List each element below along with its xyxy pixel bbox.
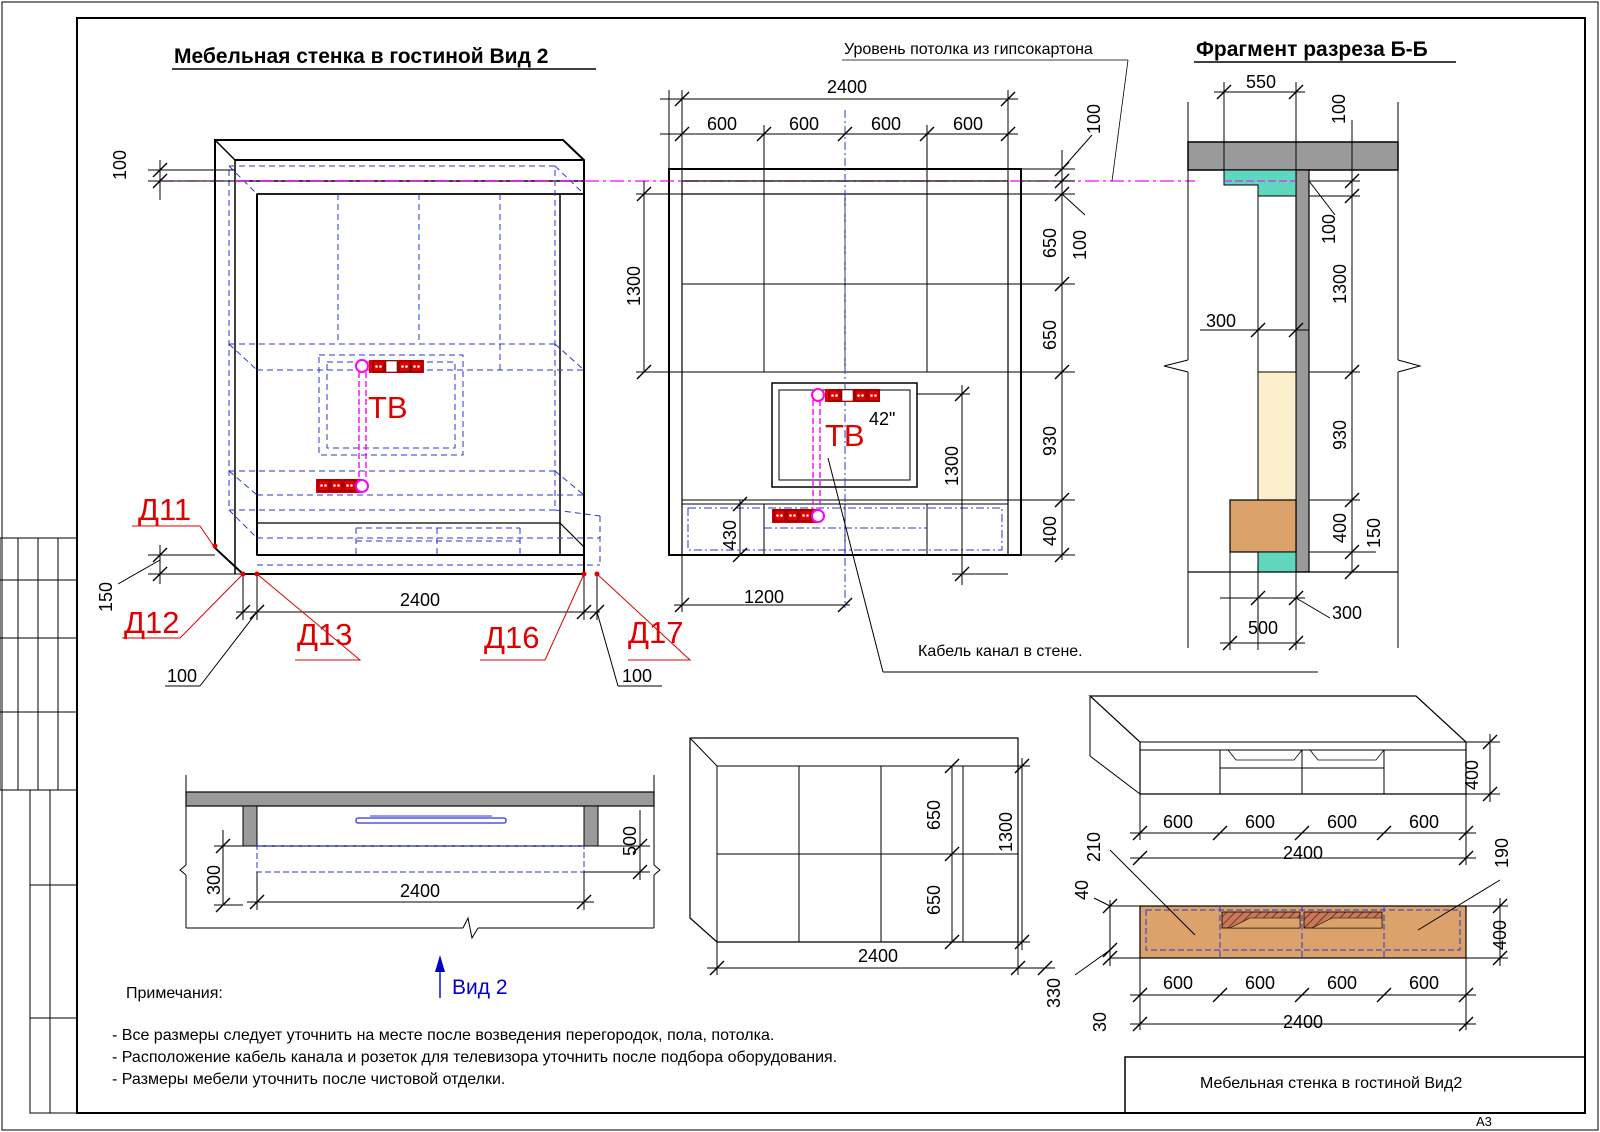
ceiling-level-label: Уровень потолка из гипсокартона — [844, 41, 1093, 58]
stamp-title: Мебельная стенка в гостиной Вид2 — [1200, 1075, 1463, 1092]
dim-lower-30: 30 — [1090, 1011, 1110, 1032]
dim-lower-m1: 600 — [1163, 812, 1194, 832]
dim-upper-1300: 1300 — [996, 811, 1016, 852]
dim-upper-650a: 650 — [924, 799, 944, 830]
dim-front-1200: 1200 — [744, 587, 785, 607]
upper-cabinet-iso — [690, 738, 1018, 942]
perspective-wall-unit — [160, 140, 1195, 574]
tv-size-label: 42" — [869, 409, 896, 429]
dim-plan-2400: 2400 — [400, 881, 441, 901]
dim-left-bottom-150: 150 — [96, 581, 116, 612]
notes-block — [112, 985, 837, 1088]
dim-plan-500: 500 — [620, 825, 640, 856]
dim-front-400: 400 — [1040, 515, 1060, 546]
notes-heading: Примечания: — [126, 985, 223, 1002]
dim-front-m2: 600 — [789, 114, 820, 134]
dim-upper-2400: 2400 — [858, 946, 899, 966]
tv-socket-block-front-lower — [772, 509, 824, 523]
title-section: Фрагмент разреза Б-Б — [1196, 38, 1428, 61]
dim-front-m3: 600 — [871, 114, 902, 134]
dim-left-top-100: 100 — [110, 149, 130, 180]
view-arrow-label: Вид 2 — [452, 976, 508, 999]
lower-cabinet-plan — [1140, 906, 1466, 958]
view-arrow — [435, 955, 445, 998]
dim-lower-bw2400: 2400 — [1283, 1012, 1324, 1032]
dim-upper-650b: 650 — [924, 884, 944, 915]
dim-lower-b1: 600 — [1163, 973, 1194, 993]
dim-plan-300: 300 — [204, 864, 224, 895]
dim-left-leg-100: 100 — [167, 666, 198, 686]
tv-label-left: ТВ — [368, 390, 408, 425]
dim-section-930: 930 — [1330, 419, 1350, 450]
tv-socket-block-upper — [356, 360, 424, 373]
dim-front-top-100: 100 — [1084, 103, 1104, 134]
plan-view — [180, 775, 660, 938]
section-bb — [1164, 102, 1420, 648]
dim-lower-b2: 600 — [1245, 973, 1276, 993]
tv-label-center: ТВ — [825, 418, 865, 453]
dim-front-m1: 600 — [707, 114, 738, 134]
cable-channel-label: Кабель канал в стене. — [918, 643, 1083, 660]
dim-front-top-100b: 100 — [1070, 229, 1090, 260]
dim-section-500: 500 — [1248, 618, 1279, 638]
callout-d17: Д17 — [628, 615, 684, 650]
dim-section-top-100: 100 — [1329, 93, 1349, 124]
dim-lower-400: 400 — [1462, 759, 1482, 790]
dim-lower-40: 40 — [1072, 879, 1092, 900]
dim-front-total: 2400 — [827, 77, 868, 97]
callout-d16: Д16 — [484, 620, 540, 655]
dim-section-300b: 300 — [1332, 603, 1363, 623]
note-1: - Все размеры следует уточнить на месте после возведения перегородок, пола, потолка. — [112, 1027, 775, 1044]
lower-cabinet-iso — [1090, 696, 1466, 794]
tv-socket-block-lower — [316, 479, 368, 493]
dim-upper-330: 330 — [1044, 977, 1064, 1008]
dim-lower-190: 190 — [1492, 837, 1512, 868]
note-3: - Размеры мебели уточнить после чистовой отделки. — [112, 1071, 506, 1088]
dim-lower-b3: 600 — [1327, 973, 1358, 993]
dim-lower-m4: 600 — [1409, 812, 1440, 832]
dim-tv-1300: 1300 — [942, 445, 962, 486]
note-2: - Расположение кабель канала и розеток для телевизора уточнить после подбора оборудования. — [112, 1049, 838, 1066]
dim-front-930: 930 — [1040, 425, 1060, 456]
title-block — [1125, 1057, 1585, 1129]
dim-lower-m3: 600 — [1327, 812, 1358, 832]
dim-right-leg-100: 100 — [622, 666, 653, 686]
dim-lower-210: 210 — [1084, 831, 1104, 862]
dim-lower-b4: 600 — [1409, 973, 1440, 993]
dim-section-300: 300 — [1206, 311, 1237, 331]
dim-front-1300: 1300 — [624, 265, 644, 306]
sheet-format: А3 — [1476, 1114, 1492, 1129]
dim-section-150: 150 — [1364, 517, 1384, 548]
title-view2: Мебельная стенка в гостиной Вид 2 — [174, 45, 549, 68]
dim-front-m4: 600 — [953, 114, 984, 134]
dim-section-400: 400 — [1330, 512, 1350, 543]
callout-d12: Д12 — [124, 605, 180, 640]
dim-section-100: 100 — [1319, 213, 1339, 244]
front-dimension-lines — [636, 90, 1318, 672]
dim-lower-2400: 2400 — [1283, 843, 1324, 863]
tv-socket-block-front-upper — [812, 389, 880, 402]
dim-left-width-2400: 2400 — [400, 590, 441, 610]
dim-lower-m2: 600 — [1245, 812, 1276, 832]
dim-section-550: 550 — [1246, 72, 1277, 92]
callout-d11: Д11 — [138, 492, 192, 527]
callout-d13: Д13 — [297, 617, 353, 652]
dim-front-650b: 650 — [1040, 319, 1060, 350]
dim-front-650a: 650 — [1040, 227, 1060, 258]
dim-section-1300: 1300 — [1330, 263, 1350, 304]
dim-lower-plan-400: 400 — [1490, 919, 1510, 950]
dim-front-430: 430 — [720, 519, 740, 550]
